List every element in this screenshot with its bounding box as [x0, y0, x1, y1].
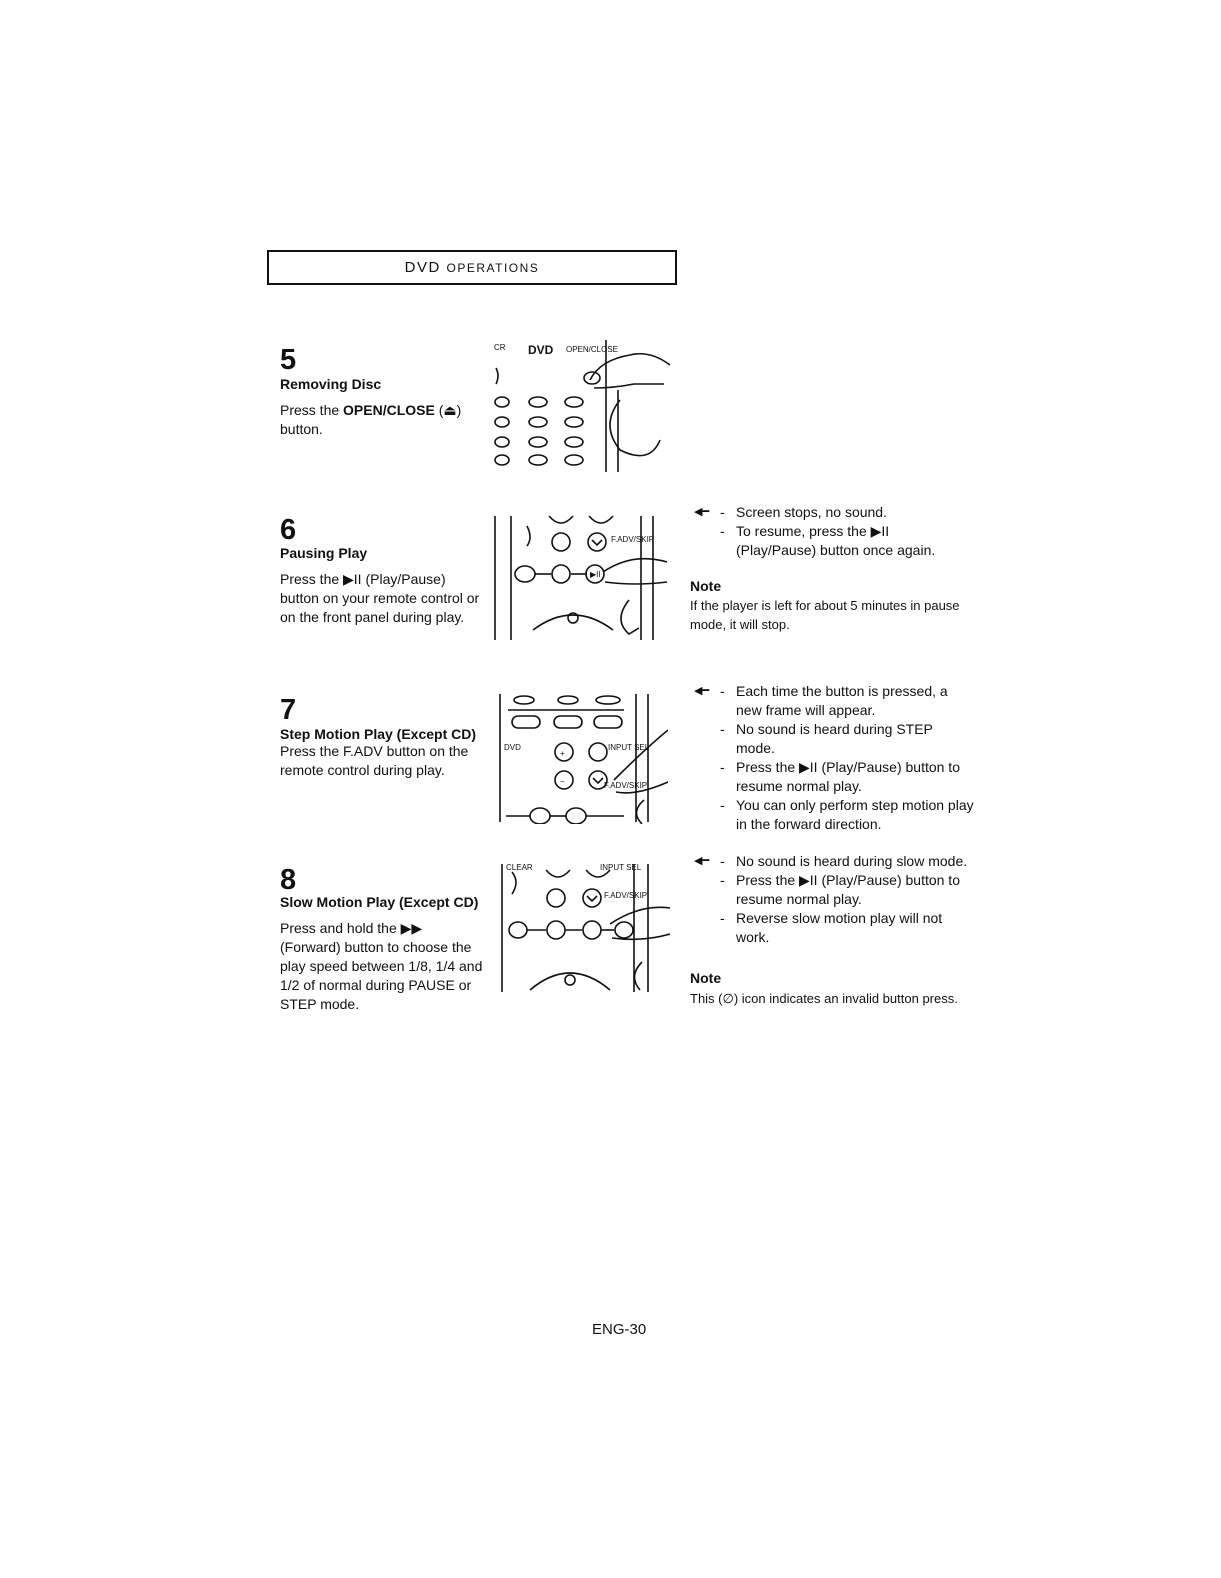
svg-text:F.ADV/SKIP: F.ADV/SKIP	[611, 535, 655, 544]
note-item: - Press the ▶II (Play/Pause) button to resume normal play.	[720, 759, 960, 794]
remote-play-pause-illustration	[493, 512, 673, 642]
step-8-text: Press and hold the ▶▶ (Forward) button to choose the play speed between 1/8, 1/4 and 1/2 of normal during PAUSE or STEP mode.	[280, 920, 483, 1012]
step-7-notes	[694, 682, 974, 834]
step-6-number: 6	[280, 514, 297, 546]
svg-text:F.ADV/SKIP: F.ADV/SKIP	[604, 781, 648, 790]
note-item: - You can only perform step motion play in the forward direction.	[720, 797, 974, 832]
note-item: ◀━ - Screen stops, no sound.	[694, 504, 887, 520]
note-item: - Reverse slow motion play will not work.	[720, 910, 943, 945]
svg-text:CLEAR: CLEAR	[506, 863, 533, 872]
section-title: DVD OPERATIONS	[404, 259, 540, 276]
svg-text:CR: CR	[494, 343, 506, 352]
step-8-note-heading: Note	[690, 970, 722, 986]
step-8-notes	[694, 852, 974, 947]
step-6-text: Press the ▶II (Play/Pause) button on your remote control or on the front panel during play.	[280, 571, 480, 625]
svg-text:DVD: DVD	[528, 343, 554, 357]
step-7-text: Press the F.ADV button on the remote control during play.	[280, 743, 469, 778]
left-pointer-icon: ◀━	[694, 506, 710, 518]
step-5-text: Press the OPEN/CLOSE (⏏) button.	[280, 402, 462, 437]
step-5-title: Removing Disc	[280, 376, 382, 392]
step-6-notes	[694, 503, 964, 560]
svg-text:INPUT SEL: INPUT SEL	[600, 863, 642, 872]
note-item: ◀━ - Each time the button is pressed, a new frame will appear.	[694, 683, 948, 718]
svg-text:DVD: DVD	[504, 743, 521, 752]
note-item: - Press the ▶II (Play/Pause) button to resume normal play.	[720, 872, 960, 907]
svg-text:−: −	[560, 777, 565, 786]
step-7-title: Step Motion Play (Except CD)	[280, 726, 477, 742]
left-pointer-icon: ◀━	[694, 685, 710, 697]
note-item: ◀━ - No sound is heard during slow mode.	[694, 853, 968, 869]
step-7-number: 7	[280, 694, 297, 726]
svg-text:INPUT SEL: INPUT SEL	[608, 743, 650, 752]
step-8-title: Slow Motion Play (Except CD)	[280, 894, 479, 910]
left-pointer-icon: ◀━	[694, 855, 710, 867]
svg-text:+: +	[560, 749, 565, 758]
page-number: ENG-30	[592, 1321, 647, 1338]
remote-open-close-illustration	[490, 340, 670, 472]
remote-forward-illustration	[500, 862, 670, 994]
step-6-title: Pausing Play	[280, 545, 368, 561]
svg-text:F.ADV/SKIP: F.ADV/SKIP	[604, 891, 648, 900]
svg-text:OPEN/CLOSE: OPEN/CLOSE	[566, 345, 619, 354]
remote-fadv-illustration	[498, 692, 668, 824]
note-item: - No sound is heard during STEP mode.	[720, 721, 933, 756]
step-6-note-heading: Note	[690, 578, 722, 594]
section-header	[267, 250, 677, 285]
step-5-number: 5	[280, 344, 297, 376]
note-item: - To resume, press the ▶II (Play/Pause) button once again.	[720, 523, 936, 558]
svg-text:▶II: ▶II	[590, 570, 601, 579]
step-6-note-body: If the player is left for about 5 minutes in pause mode, it will stop.	[690, 598, 960, 632]
step-8-number: 8	[280, 864, 297, 896]
step-8-note-body: This (∅) icon indicates an invalid button press.	[690, 991, 958, 1006]
